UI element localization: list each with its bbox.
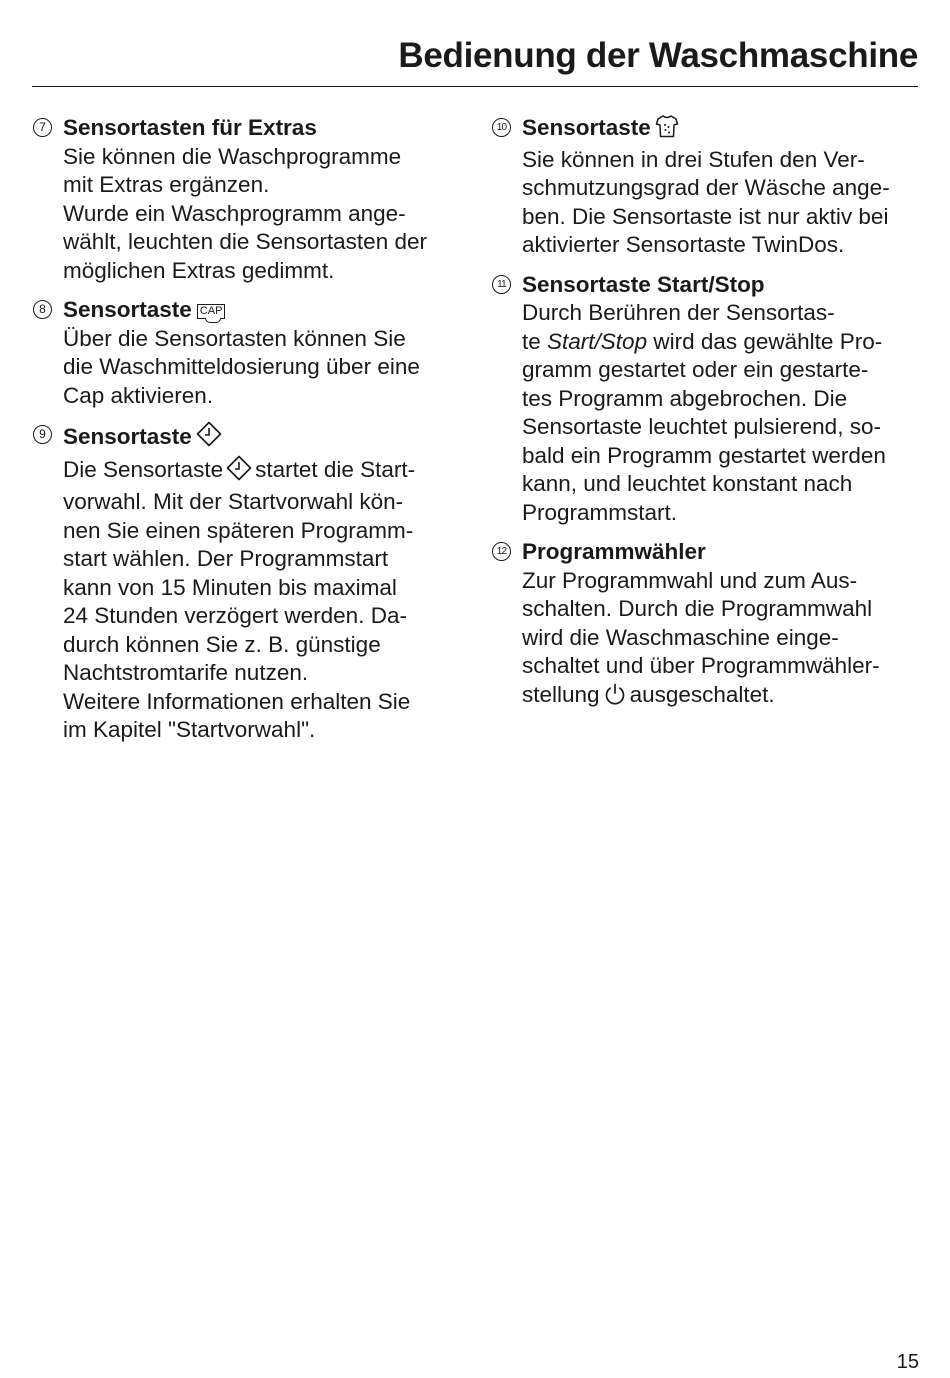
item-title: Sensortasten für Extras	[63, 115, 317, 140]
text-line: Durch Berühren der Sensortas-	[522, 300, 835, 325]
header-divider	[32, 86, 918, 87]
text-line: Weitere Informationen erhalten Sie	[63, 688, 411, 714]
item-number-badge: 11	[492, 275, 511, 294]
text-line: die Waschmitteldosierung über eine	[63, 354, 420, 379]
item-title: Sensortaste	[522, 115, 651, 140]
list-item-7	[32, 114, 462, 285]
text-segment: startet die Start-	[255, 456, 416, 482]
list-item-11	[491, 271, 921, 528]
text-segment: ausgeschaltet.	[629, 681, 775, 707]
text-line: gramm gestartet oder ein gestarte-	[522, 357, 869, 382]
text-line: schmutzungsgrad der Wäsche ange-	[522, 175, 890, 200]
item-title: Sensortaste	[63, 297, 192, 322]
list-item-12	[491, 538, 921, 713]
text-line: Sie können die Waschprogramme	[63, 143, 402, 169]
item-number-badge: 7	[33, 118, 52, 137]
list-item-10	[491, 114, 921, 260]
text-line: Wurde ein Waschprogramm ange-	[63, 200, 406, 226]
text-line: wählt, leuchten die Sensortasten der	[63, 229, 427, 254]
left-column	[32, 114, 462, 756]
text-line: aktivierter Sensortaste TwinDos.	[522, 232, 845, 257]
text-line: Sie können in drei Stufen den Ver-	[522, 146, 865, 172]
soiled-shirt-icon	[655, 114, 679, 146]
text-line: im Kapitel "Startvorwahl".	[63, 717, 316, 742]
text-line: Sensortaste leuchtet pulsierend, so-	[522, 414, 881, 439]
item-number-badge: 10	[492, 118, 511, 137]
text-line: start wählen. Der Programmstart	[63, 546, 389, 571]
text-segment: stellung	[522, 681, 600, 707]
item-title: Sensortaste	[63, 424, 192, 449]
text-line	[522, 328, 921, 357]
page-title: Bedienung der Waschmaschine	[398, 36, 918, 75]
button-name-italic: Start/Stop	[547, 328, 648, 354]
text-line: kann von 15 Minuten bis maximal	[63, 574, 397, 600]
text-line: vorwahl. Mit der Startvorwahl kön-	[63, 489, 404, 514]
text-segment: te	[522, 328, 548, 354]
text-line: tes Programm abgebrochen. Die	[522, 385, 848, 411]
text-line: schalten. Durch die Programmwahl	[522, 596, 873, 621]
list-item-8	[32, 296, 462, 410]
cap-icon: CAP	[197, 304, 226, 319]
text-line: mit Extras ergänzen.	[63, 172, 270, 197]
text-line: Cap aktivieren.	[63, 382, 214, 408]
text-line: schaltet und über Programmwähler-	[522, 653, 880, 678]
right-column	[491, 114, 921, 724]
text-line: möglichen Extras gedimmt.	[63, 257, 335, 283]
text-segment: Die Sensortaste	[63, 456, 224, 482]
delay-start-icon	[196, 421, 222, 455]
text-line: Programmstart.	[522, 499, 678, 525]
item-title-row	[522, 114, 921, 146]
list-item-9	[32, 421, 462, 745]
text-line: bald ein Programm gestartet werden	[522, 442, 886, 468]
text-line: kann, und leuchtet konstant nach	[522, 471, 853, 496]
text-line: Zur Programmwahl und zum Aus-	[522, 567, 858, 593]
page-number: 15	[896, 1351, 919, 1373]
text-line: nen Sie einen späteren Programm-	[63, 517, 414, 543]
text-line: ben. Die Sensortaste ist nur aktiv bei	[522, 203, 889, 229]
text-line: Über die Sensortasten können Sie	[63, 325, 406, 351]
item-title-row	[63, 421, 462, 455]
item-title: Programmwähler	[522, 539, 706, 564]
text-line: durch können Sie z. B. günstige	[63, 631, 381, 657]
text-line	[522, 681, 921, 714]
power-icon	[603, 682, 627, 714]
item-title: Sensortaste Start/Stop	[522, 271, 765, 297]
item-number-badge: 12	[492, 542, 511, 561]
delay-start-icon	[226, 455, 252, 489]
item-title-row	[63, 296, 462, 325]
text-line: Nachtstromtarife nutzen.	[63, 660, 309, 685]
item-number-badge: 8	[33, 300, 52, 319]
text-line: 24 Stunden verzögert werden. Da-	[63, 603, 407, 628]
text-line	[63, 455, 462, 489]
text-segment: wird das gewählte Pro-	[647, 328, 883, 354]
item-number-badge: 9	[33, 425, 52, 444]
text-line: wird die Waschmaschine einge-	[522, 624, 839, 650]
